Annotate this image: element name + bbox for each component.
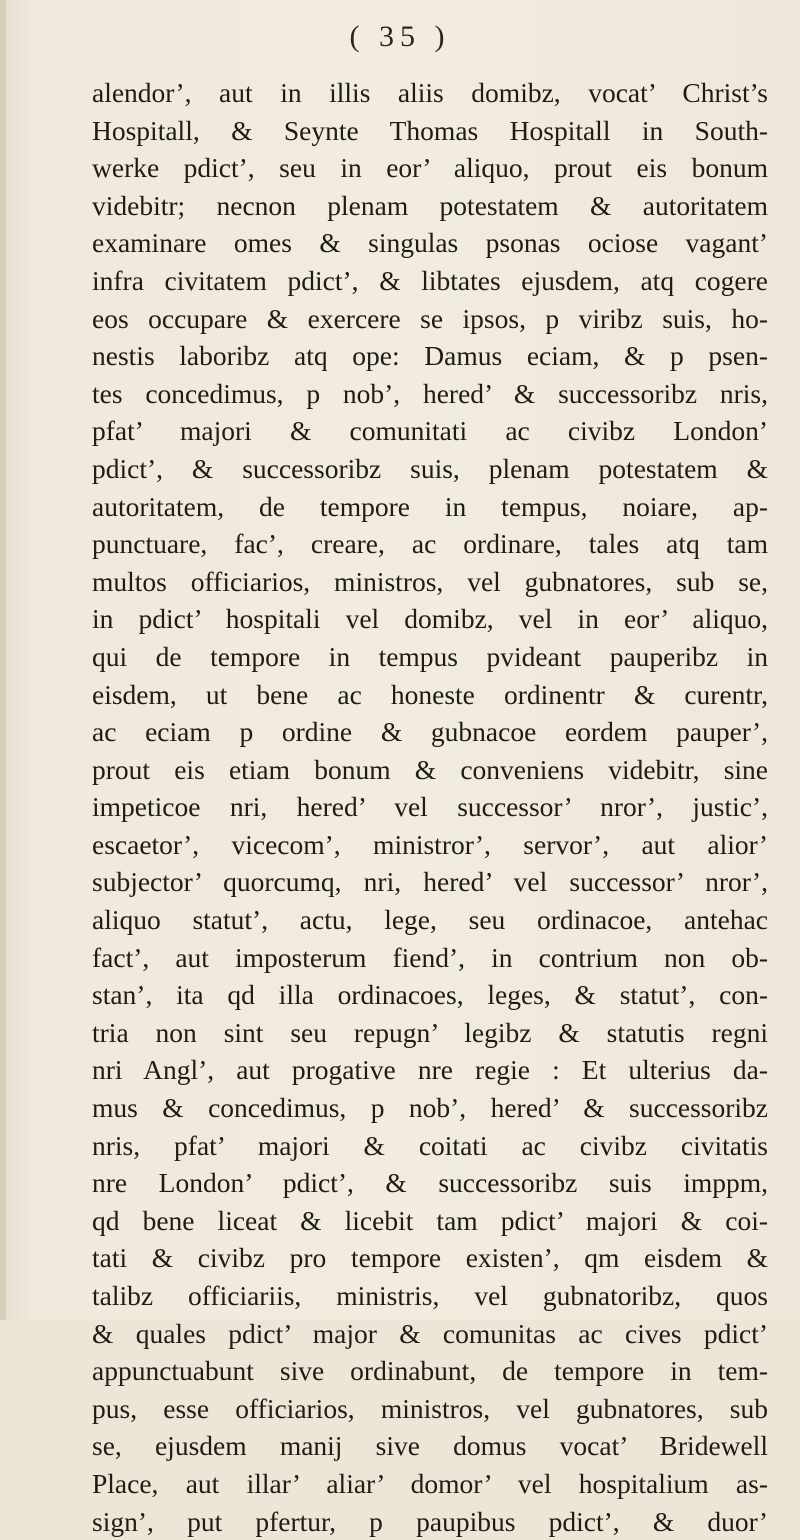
text-line: videbitr; necnon plenam potestatem & autoritatem: [92, 189, 768, 221]
text-line: ac eciam p ordine & gubnacoe eordem pauper’,: [92, 716, 768, 748]
text-line: mus & concedimus, p nob’, hered’ & successoribz: [92, 1092, 768, 1124]
text-line: nris, pfat’ majori & coitati ac civibz civitatis: [92, 1129, 768, 1161]
text-line: prout eis etiam bonum & conveniens videbitr, sine: [92, 753, 768, 785]
text-line: sign’, put pfertur, p paupibus pdict’, & duor’: [92, 1505, 768, 1537]
text-line: pus, esse officiarios, ministros, vel gubnatores, sub: [92, 1392, 768, 1424]
page-gutter-shadow: [0, 0, 6, 1320]
text-line: examinare omes & singulas psonas ociose vagant’: [92, 227, 768, 259]
text-line: eos occupare & exercere se ipsos, p viribz suis, ho-: [92, 302, 768, 334]
latin-text-body: [92, 74, 768, 1540]
text-line: Hospitall, & Seynte Thomas Hospitall in South-: [92, 114, 768, 146]
text-line: stan’, ita qd illa ordinacoes, leges, & statut’, con-: [92, 979, 768, 1011]
text-line: se, ejusdem manij sive domus vocat’ Bridewell: [92, 1430, 768, 1462]
text-line: tes concedimus, p nob’, hered’ & successoribz nris,: [92, 377, 768, 409]
text-line: appunctuabunt sive ordinabunt, de tempore in tem-: [92, 1355, 768, 1387]
text-line: nri Angl’, aut progative nre regie : Et ulterius da-: [92, 1054, 768, 1086]
text-line: alendor’, aut in illis aliis domibz, vocat’ Christ’s: [92, 77, 768, 108]
text-line: qd bene liceat & licebit tam pdict’ majori & coi-: [92, 1204, 768, 1236]
text-line: qui de tempore in tempus pvideant pauperibz in: [92, 640, 768, 672]
text-line: multos officiarios, ministros, vel gubnatores, sub se,: [92, 565, 768, 597]
text-line: in pdict’ hospitali vel domibz, vel in eor’ aliquo,: [92, 603, 768, 635]
text-line: pdict’, & successoribz suis, plenam potestatem &: [92, 452, 768, 484]
text-line: fact’, aut imposterum fiend’, in contrium non ob-: [92, 941, 768, 973]
text-line: punctuare, fac’, creare, ac ordinare, tales atq tam: [92, 528, 768, 560]
text-line: talibz officiariis, ministris, vel gubnatoribz, quos: [92, 1280, 768, 1311]
text-line: tria non sint seu repugn’ legibz & statutis regni: [92, 1016, 768, 1048]
text-line: eisdem, ut bene ac honeste ordinentr & curentr,: [92, 678, 768, 710]
text-line: escaetor’, vicecom’, ministror’, servor’, aut alior’: [92, 828, 768, 860]
text-line: nre London’ pdict’, & successoribz suis imppm,: [92, 1167, 768, 1199]
text-line: Place, aut illar’ aliar’ domor’ vel hospitalium as-: [92, 1467, 768, 1499]
text-line: tati & civibz pro tempore existen’, qm eisdem &: [92, 1242, 768, 1274]
text-line: autoritatem, de tempore in tempus, noiare, ap-: [92, 490, 768, 522]
text-line: werke pdict’, seu in eor’ aliquo, prout eis bonum: [92, 152, 768, 184]
text-line: impeticoe nri, hered’ vel successor’ nror’, justic’,: [92, 791, 768, 823]
text-line: infra civitatem pdict’, & libtates ejusdem, atq cogere: [92, 264, 768, 296]
text-line: pfat’ majori & comunitati ac civibz London’: [92, 415, 768, 447]
page-number: ( 35 ): [349, 20, 451, 53]
text-line: & quales pdict’ major & comunitas ac cives pdict’: [92, 1317, 768, 1349]
text-line: nestis laboribz atq ope: Damus eciam, & p psen-: [92, 340, 768, 372]
text-line: subjector’ quorcumq, nri, hered’ vel successor’ nror’,: [92, 866, 768, 898]
text-line: aliquo statut’, actu, lege, seu ordinacoe, antehac: [92, 904, 768, 936]
